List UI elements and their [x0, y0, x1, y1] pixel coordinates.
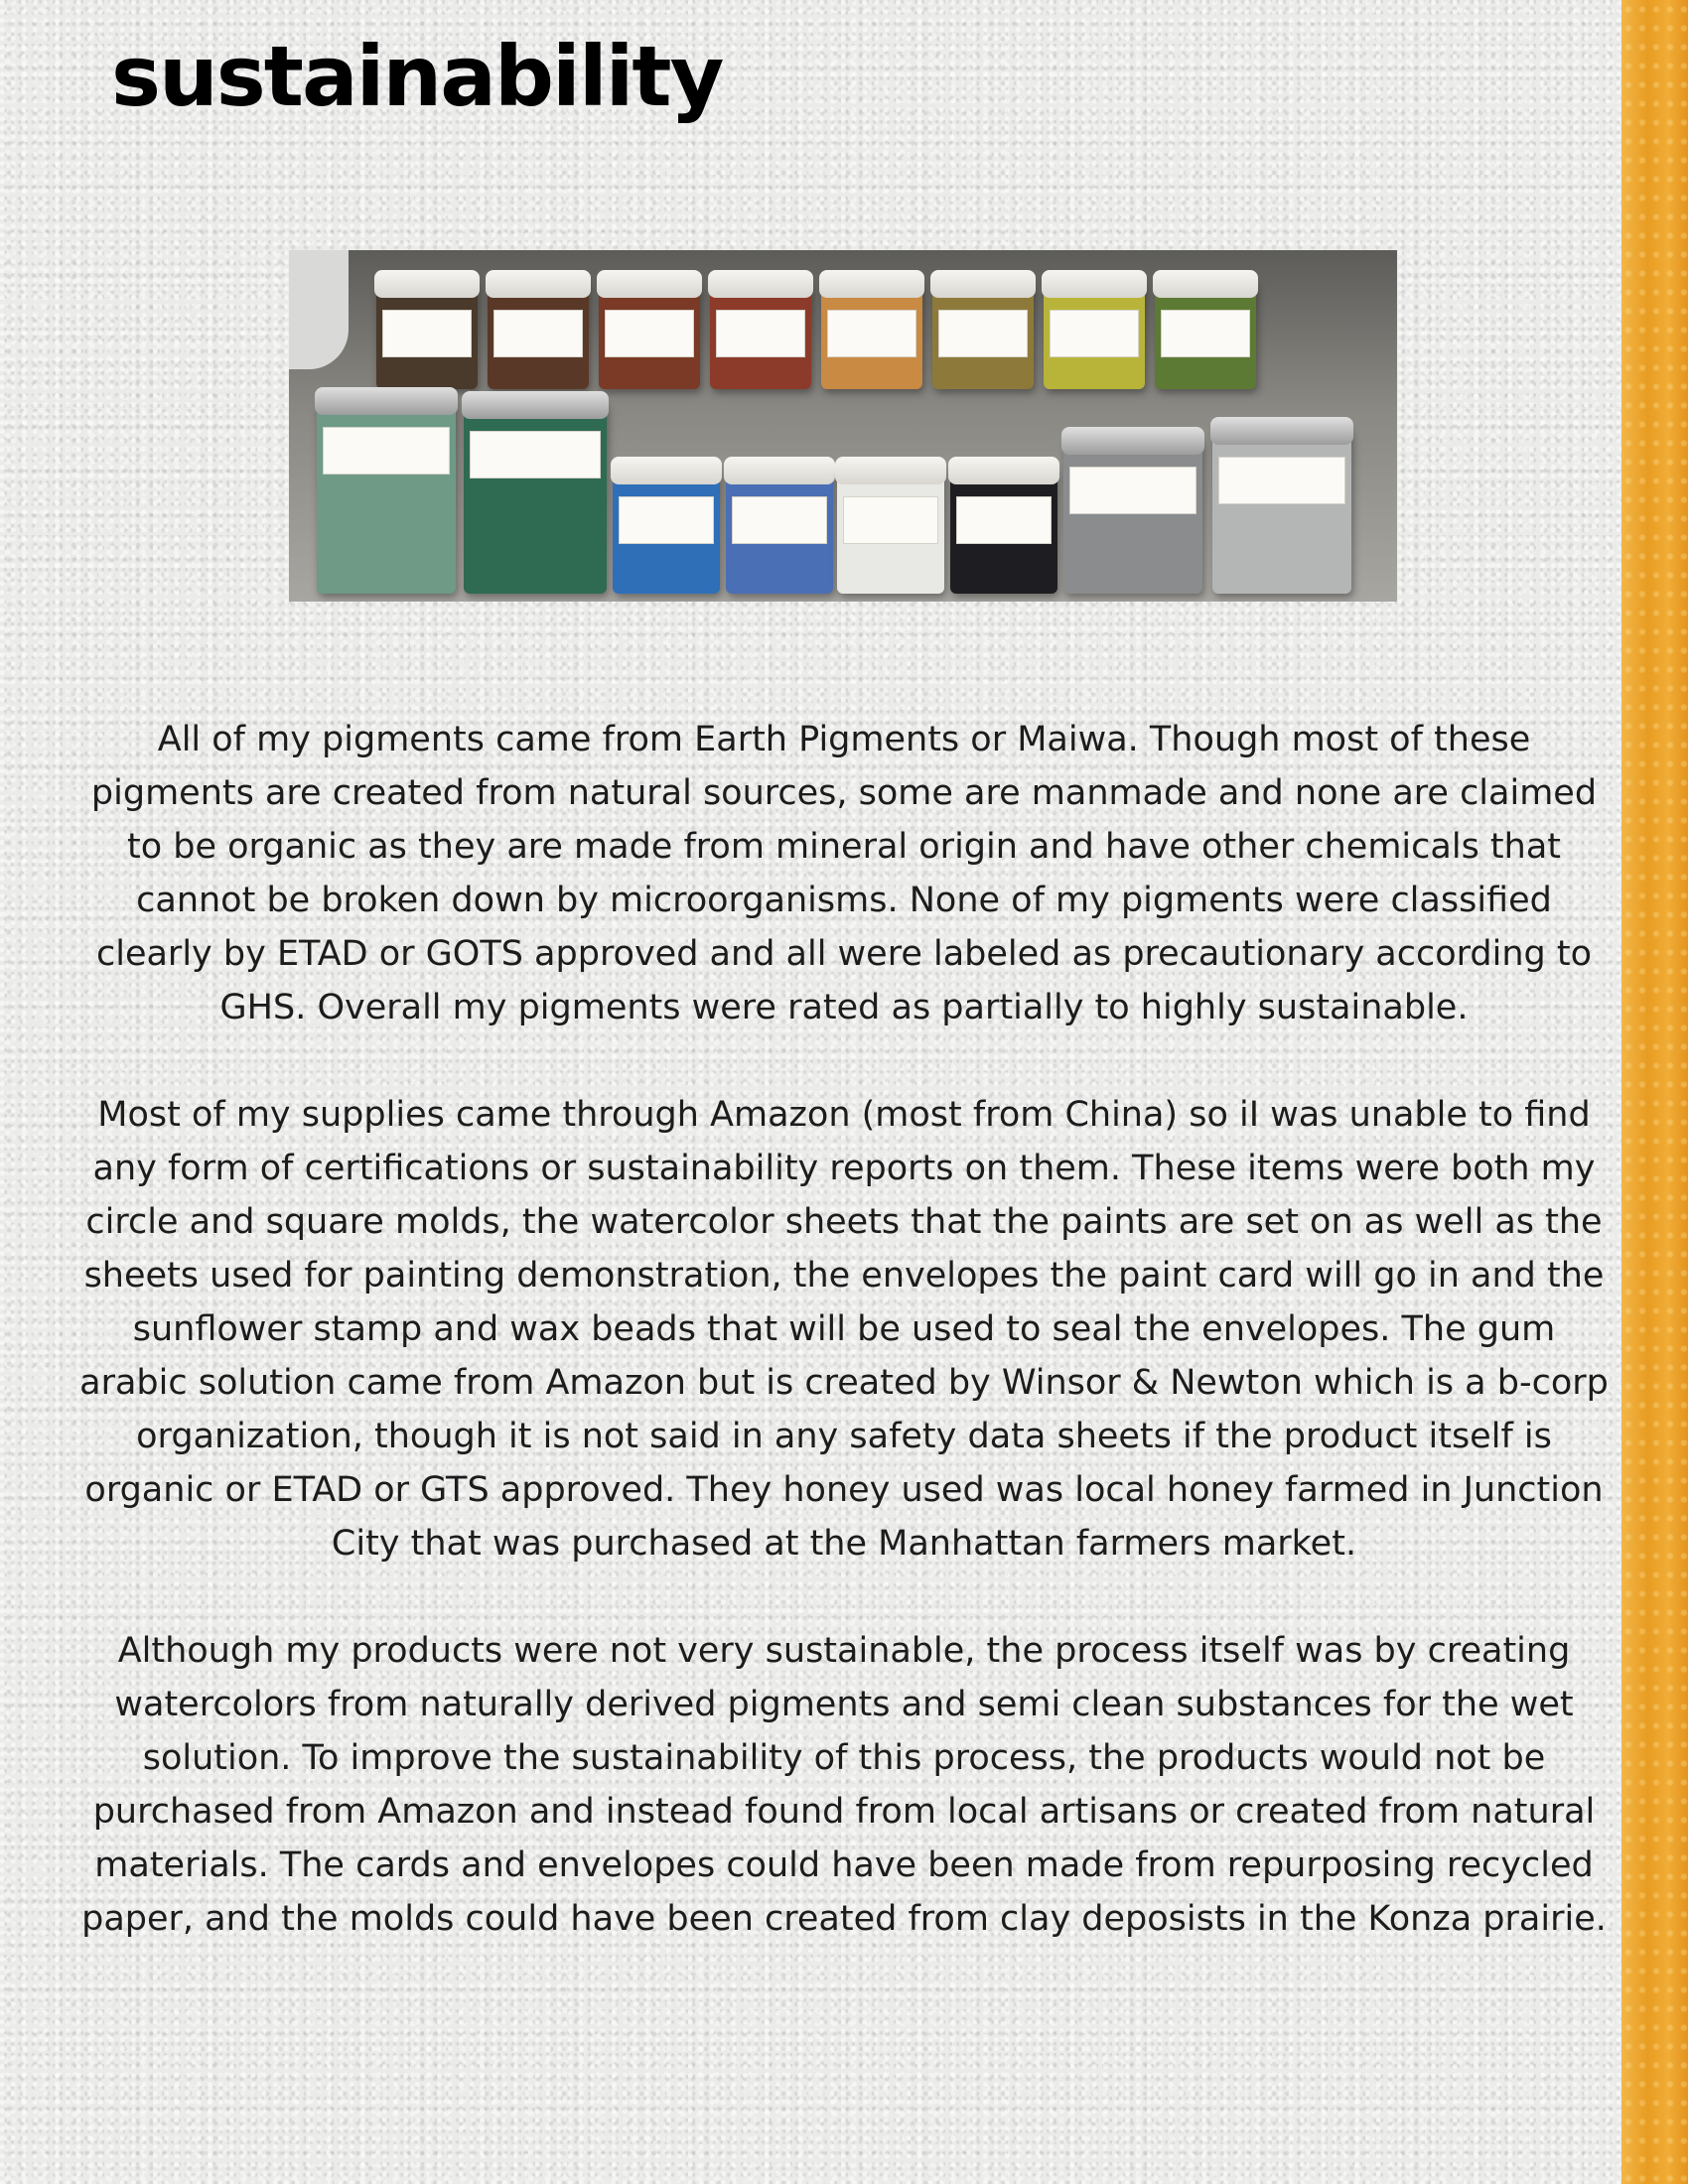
paragraph-supplies: Most of my supplies came through Amazon (most from China) so iI was unable to find any form of certifications or sustainability reports on them. These items were both my circle and square molds, the watercolor sheets that the paints are set on as well as the sheets used for painting demonstration, the envelopes the paint card will go in and the sunflower stamp and wax beads that will be used to seal the envelopes. The gum arabic solution came from Amazon but is created by Winsor & Newton which is a b-corp organization, though it is not said in any safety data sheets if the product itself is organic or ETAD or GTS approved. They honey used was local honey farmed in Junction City that was purchased at the Manhattan farmers market.	[79, 1095, 1609, 1564]
pigment-jar	[1212, 425, 1351, 594]
pigment-jar	[317, 395, 456, 594]
pigment-jars-photo	[289, 250, 1397, 602]
pigment-jar	[837, 465, 944, 594]
pigment-jar	[932, 278, 1034, 389]
pigment-jar	[1155, 278, 1256, 389]
paper-towel-corner	[289, 250, 349, 369]
pigment-jar	[821, 278, 922, 389]
paragraph-process: Although my products were not very sustainable, the process itself was by creating watercolors from naturally derived pigments and semi clean substances for the wet solution. To improve the sustainability of this process, the products would not be purchased from Amazon and instead found from local artisans or created from natural materials. The cards and envelopes could have been made from repurposing recycled paper, and the molds could have been created from clay deposists in the Konza prairie.	[81, 1631, 1607, 1939]
page-title: sustainability	[111, 28, 723, 125]
paragraph-pigments: All of my pigments came from Earth Pigments or Maiwa. Though most of these pigments are created from natural sources, some are manmade and none are claimed to be organic as they are made from mineral origin and have other chemicals that cannot be broken down by microorganisms. None of my pigments were classified clearly by ETAD or GOTS approved and all were labeled as precautionary according to GHS. Overall my pigments were rated as partially to highly sustainable.	[90, 720, 1598, 1027]
pigment-jar	[726, 465, 833, 594]
pigment-jar	[1044, 278, 1145, 389]
pigment-jar	[950, 465, 1057, 594]
pigment-jar	[464, 399, 607, 594]
orange-side-strip	[1621, 0, 1688, 2184]
pigment-jar	[376, 278, 478, 389]
pigment-jar	[1063, 435, 1202, 594]
pigment-jar	[488, 278, 589, 389]
pigment-jar	[599, 278, 700, 389]
pigment-jar	[613, 465, 720, 594]
body-text	[74, 713, 1614, 1999]
pigment-jar	[710, 278, 811, 389]
